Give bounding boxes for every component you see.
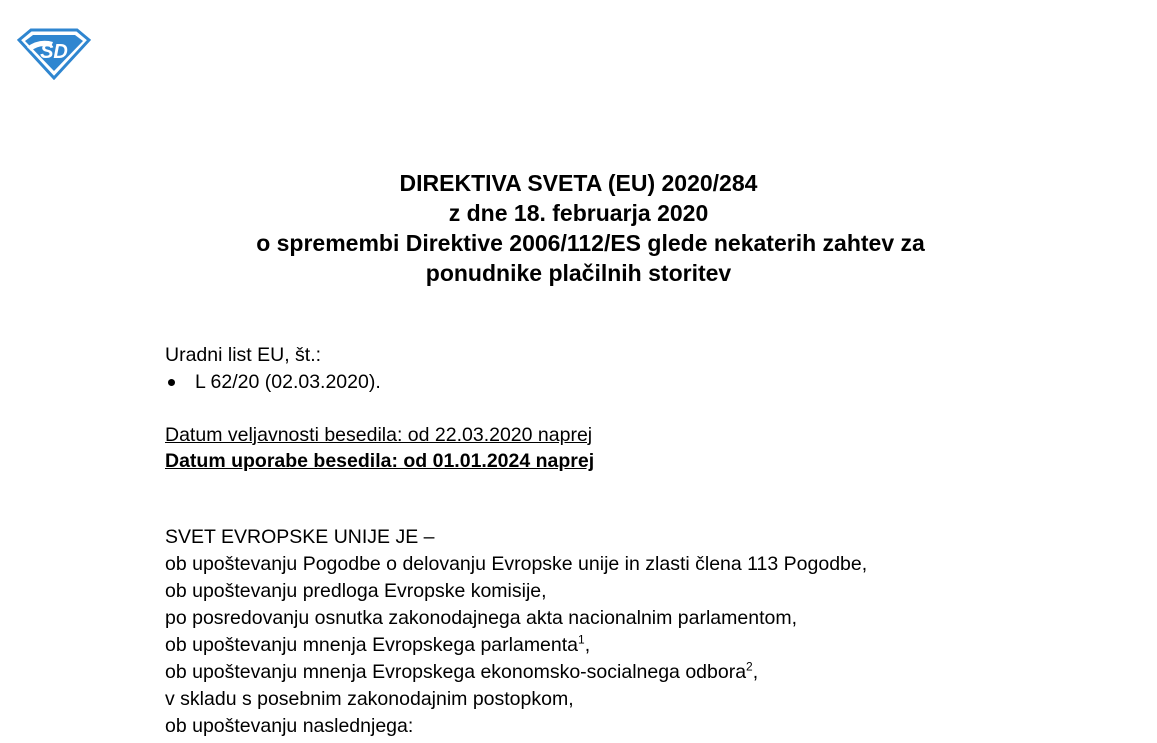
preamble-heading: SVET EVROPSKE UNIJE JE – bbox=[165, 526, 435, 548]
preamble-line: ob upoštevanju Pogodbe o delovanju Evropske unije in zlasti člena 113 Pogodbe, bbox=[165, 553, 868, 575]
sd-logo-icon bbox=[17, 26, 91, 80]
apply-from-date: Datum uporabe besedila: od 01.01.2024 naprej bbox=[165, 450, 595, 472]
gazette-list-item bbox=[165, 369, 381, 396]
valid-from-date: Datum veljavnosti besedila: od 22.03.2020 naprej bbox=[165, 424, 593, 446]
preamble-line bbox=[165, 659, 867, 686]
footnote-ref-2[interactable]: 2 bbox=[746, 659, 753, 674]
council-preamble bbox=[165, 524, 867, 740]
gazette-label: Uradni list EU, št.: bbox=[165, 344, 322, 366]
preamble-line: po posredovanju osnutka zakonodajnega akta nacionalnim parlamentom, bbox=[165, 607, 797, 629]
footnote-ref-1[interactable]: 1 bbox=[578, 632, 585, 647]
title-line-3: o spremembi Direktive 2006/112/ES glede nekaterih zahtev za bbox=[256, 230, 925, 256]
title-line-1: DIREKTIVA SVETA (EU) 2020/284 bbox=[399, 170, 758, 196]
preamble-line: ob upoštevanju predloga Evropske komisije, bbox=[165, 580, 547, 602]
title-line-2: z dne 18. februarja 2020 bbox=[448, 200, 709, 226]
preamble-line bbox=[165, 632, 867, 659]
preamble-line: v skladu s posebnim zakonodajnim postopkom, bbox=[165, 688, 574, 710]
preamble-line-text: ob upoštevanju mnenja Evropskega ekonomsko-socialnega odbora bbox=[165, 661, 747, 683]
preamble-line-text: ob upoštevanju mnenja Evropskega parlamenta bbox=[165, 634, 579, 656]
document-title bbox=[0, 168, 1157, 288]
gazette-reference bbox=[165, 342, 381, 395]
gazette-item-text: L 62/20 (02.03.2020). bbox=[195, 370, 381, 393]
logo-text: SD bbox=[40, 41, 68, 63]
footnote-suffix: , bbox=[752, 661, 759, 683]
bullet-icon bbox=[168, 379, 175, 386]
preamble-line: ob upoštevanju naslednjega: bbox=[165, 715, 414, 737]
footnote-suffix: , bbox=[584, 634, 591, 656]
title-line-4: ponudnike plačilnih storitev bbox=[425, 260, 732, 286]
validity-dates bbox=[165, 422, 594, 474]
